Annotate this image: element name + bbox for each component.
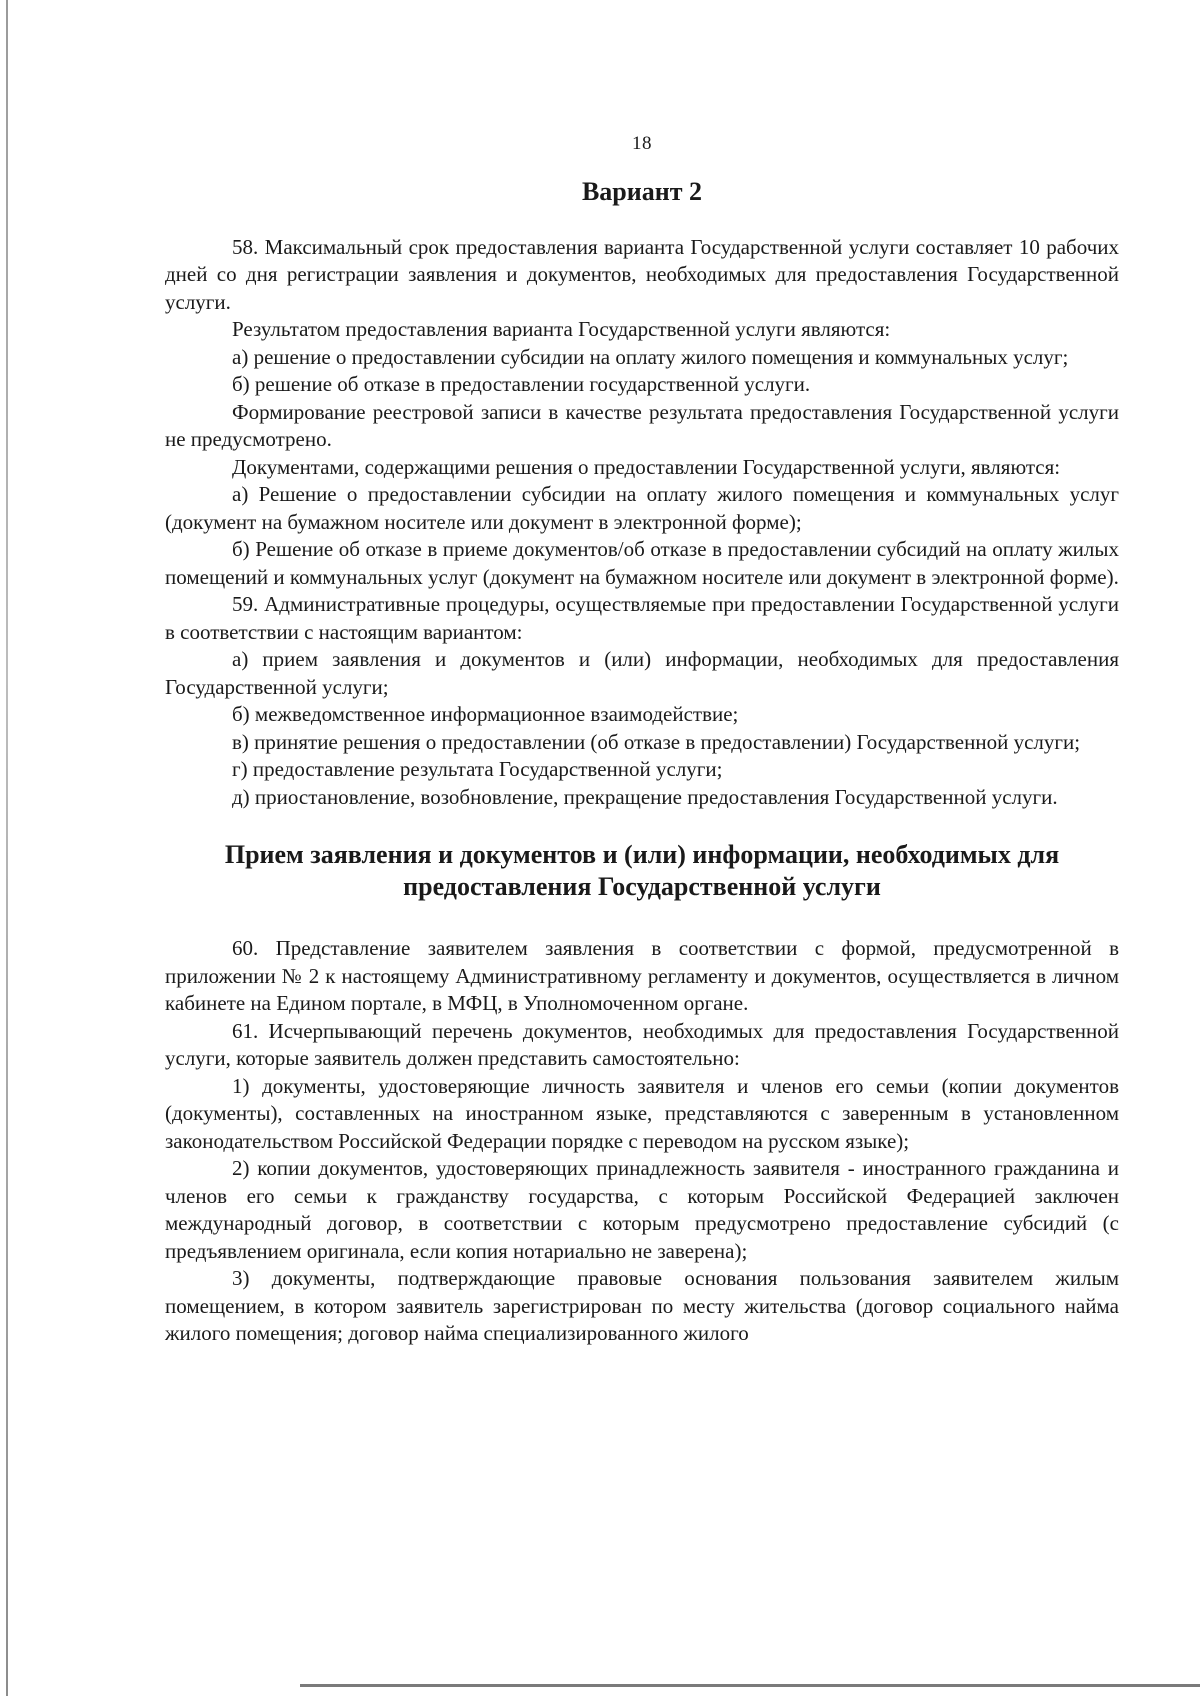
variant-title: Вариант 2 bbox=[581, 176, 703, 206]
paragraph-documents-intro: Документами, содержащими решения о предоставлении Государственной услуги, являются: bbox=[232, 454, 1061, 479]
scan-edge-left bbox=[6, 0, 8, 1696]
paragraph-procedure-b: б) межведомственное информационное взаимодействие; bbox=[232, 702, 739, 726]
paragraph-document-b: б) Решение об отказе в приеме документов/об отказе в предоставлении субсидий на оплату жилых помещений и коммунальных услуг (документ на бумажном носителе или документ в электронной форме). bbox=[165, 537, 1119, 589]
section-2 bbox=[165, 935, 1119, 1348]
page-number: 18 bbox=[632, 133, 652, 154]
paragraph-results-intro: Результатом предоставления варианта Государственной услуги являются: bbox=[232, 317, 891, 341]
scan-edge-bottom bbox=[300, 1684, 1200, 1687]
paragraph-procedure-a: а) прием заявления и документов и (или) информации, необходимых для предоставления Государственной услуги; bbox=[165, 647, 1119, 699]
paragraph-procedure-e: д) приостановление, возобновление, прекращение предоставления Государственной услуги. bbox=[232, 784, 1058, 809]
paragraph-61-item-2: 2) копии документов, удостоверяющих принадлежность заявителя - иностранного гражданина и членов его семьи к гражданству государства, с которым Российской Федерацией заключен международный договор, в соответствии с которым предусмотрено предоставление субсидий (с предъявлением оригинала, если копия нотариально не заверена); bbox=[165, 1156, 1119, 1263]
paragraph-61-item-3: 3) документы, подтверждающие правовые основания пользования заявителем жилым помещением, в котором заявитель зарегистрирован по месту жительства (договор социального найма жилого помещения; договор найма специализированного жилого bbox=[165, 1266, 1119, 1345]
paragraph-58: 58. Максимальный срок предоставления варианта Государственной услуги составляет 10 рабочих дней со дня регистрации заявления и документов, необходимых для предоставления Государственной услуги. bbox=[165, 234, 1119, 314]
paragraph-59: 59. Административные процедуры, осуществляемые при предоставлении Государственной услуги в соответствии с настоящим вариантом: bbox=[165, 592, 1119, 644]
paragraph-61: 61. Исчерпывающий перечень документов, необходимых для предоставления Государственной услуги, которые заявитель должен представить самостоятельно: bbox=[165, 1018, 1119, 1070]
paragraph-procedure-d: г) предоставление результата Государственной услуги; bbox=[232, 757, 723, 781]
paragraph-document-a: а) Решение о предоставлении субсидии на оплату жилого помещения и коммунальных услуг (документ на бумажном носителе или документ в электронной форме); bbox=[165, 482, 1119, 534]
document-page bbox=[165, 130, 1119, 1348]
paragraph-60: 60. Представление заявителем заявления в соответствии с формой, предусмотренной в приложении № 2 к настоящему Административному регламенту и документов, осуществляется в личном кабинете на Едином портале, в МФЦ, в Уполномоченном органе. bbox=[165, 936, 1119, 1015]
paragraph-registry-record: Формирование реестровой записи в качестве результата предоставления Государственной услуги не предусмотрено. bbox=[165, 399, 1119, 451]
paragraph-result-a: а) решение о предоставлении субсидии на оплату жилого помещения и коммунальных услуг; bbox=[232, 344, 1069, 369]
paragraph-result-b: б) решение об отказе в предоставлении государственной услуги. bbox=[232, 372, 811, 396]
paragraph-61-item-1: 1) документы, удостоверяющие личность заявителя и членов его семьи (копии документов (документы), составленных на иностранном языке, представляются с заверенным в установленном законодательством Российской Федерации порядке с переводом на русском языке); bbox=[165, 1073, 1119, 1153]
section-1 bbox=[165, 234, 1119, 812]
paragraph-procedure-c: в) принятие решения о предоставлении (об отказе в предоставлении) Государственной услуги; bbox=[232, 729, 1081, 754]
section-2-heading: Прием заявления и документов и (или) информации, необходимых для предоставления Государственной услуги bbox=[224, 840, 1060, 901]
